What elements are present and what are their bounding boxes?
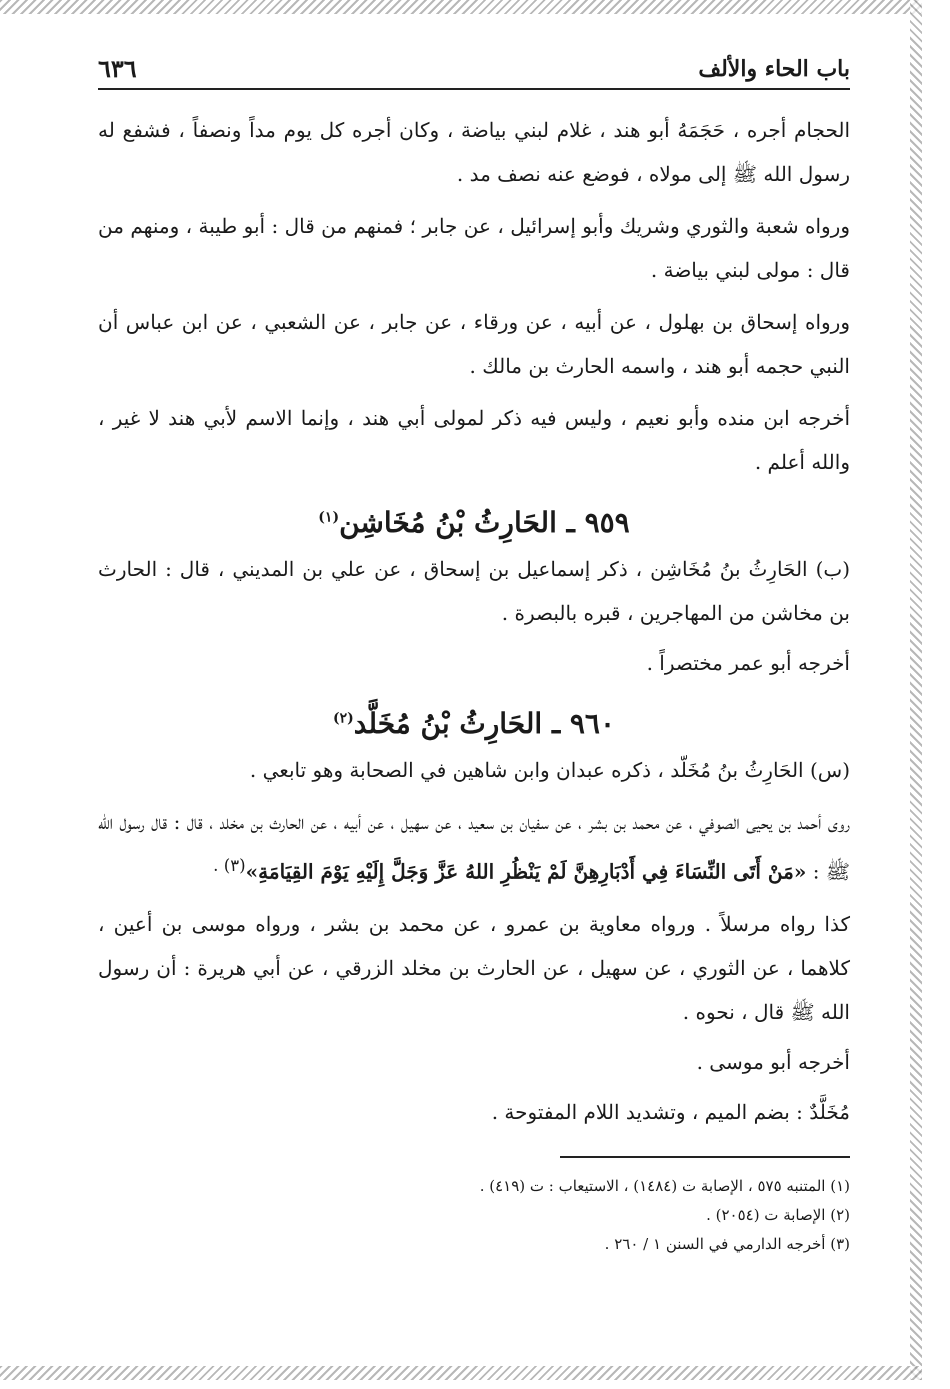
paragraph: كذا رواه مرسلاً . ورواه معاوية بن عمرو ، عن محمد بن بشر ، ورواه موسى بن أعين ، كلاهما ، عن الثوري ، عن سهيل ، عن الحارث بن مخلد الزرقي ، عن أبي هريرة : أن رسول الله ﷺ قال ، نحوه .	[98, 911, 850, 1024]
entry-heading-text: ٩٦٠ ـ الحَارِثُ بْنُ مُخَلَّد	[353, 707, 616, 740]
decorative-border-right	[910, 0, 922, 1380]
paragraph: ورواه شعبة والثوري وشريك وأبو إسرائيل ، عن جابر ؛ فمنهم من قال : أبو طيبة ، ومنهم من قال : مولى لبني بياضة .	[98, 214, 850, 282]
entry-heading-text: ٩٥٩ ـ الحَارِثُ بْنُ مُخَاشِن	[339, 506, 630, 539]
page-number: ٦٣٦	[98, 54, 137, 83]
paragraph: أخرجه ابن منده وأبو نعيم ، وليس فيه ذكر لمولى أبي هند ، وإنما الاسم لأبي هند لا غير ، والله أعلم .	[98, 406, 850, 474]
paragraph-with-hadith	[98, 800, 850, 894]
footnote: (٣) أخرجه الدارمي في السنن ١ / ٢٦٠ .	[604, 1235, 850, 1253]
decorative-border-bottom	[0, 1366, 922, 1380]
paragraph: الحجام أجره ، حَجَمَهُ أبو هند ، غلام لبني بياضة ، وكان أجره كل يوم مداً ونصفاً ، فشفع له رسول الله ﷺ إلى مولاه ، فوضع عنه نصف مد .	[98, 118, 850, 186]
paragraph: (س) الحَارِثُ بنُ مُخَلّد ، ذكره عبدان وابن شاهين في الصحابة وهو تابعي .	[249, 758, 850, 782]
footnote: (١) المتنبه ٥٧٥ ، الإصابة ت (١٤٨٤) ، الاستيعاب : ت (٤١٩) .	[479, 1177, 850, 1195]
book-page	[98, 48, 850, 1348]
paragraph: أخرجه أبو موسى .	[696, 1049, 850, 1074]
footnote-marker: (٢)	[332, 710, 354, 727]
chapter-title: باب الحاء والألف	[698, 56, 850, 82]
footnote-marker: (١)	[318, 509, 340, 526]
decorative-border-top	[0, 0, 922, 14]
paragraph: (ب) الحَارِثُ بنُ مُخَاشِن ، ذكر إسماعيل بن إسحاق ، عن علي بن المديني ، قال : الحارث بن مخاشن من المهاجرين ، قبره بالبصرة .	[98, 557, 850, 625]
footnote-marker: (٣) .	[213, 856, 246, 875]
paragraph: مُخَلَّدٌ : بضم الميم ، وتشديد اللام المفتوحة .	[491, 1099, 850, 1124]
entry-heading-960	[98, 707, 850, 740]
entry-heading-959	[98, 506, 850, 539]
footnotes	[98, 1156, 850, 1259]
paragraph: أخرجه أبو عمر مختصراً .	[646, 651, 850, 675]
footnote-divider	[560, 1156, 850, 1158]
paragraph-text: روى أحمد بن يحيى الصوفي ، عن محمد بن بشر ، عن سفيان بن سعيد ، عن سهيل ، عن أبيه ، عن الحارث بن مخلد ، قال : قال رسول الله ﷺ :	[98, 810, 850, 884]
footnote: (٢) الإصابة ت (٢٠٥٤) .	[706, 1206, 850, 1224]
paragraph: ورواه إسحاق بن بهلول ، عن أبيه ، عن ورقاء ، عن جابر ، عن الشعبي ، عن ابن عباس أن النبي حجمه أبو هند ، واسمه الحارث بن مالك .	[98, 310, 850, 378]
page-header	[98, 48, 850, 90]
hadith-quote: «مَنْ أَتَى النِّسَاءَ فِي أَدْبَارِهِنَّ لَمْ يَنْظُرِ اللهُ عَزَّ وَجَلَّ إِلَيْهِ يَوْمَ القِيَامَةِ»	[245, 859, 807, 884]
